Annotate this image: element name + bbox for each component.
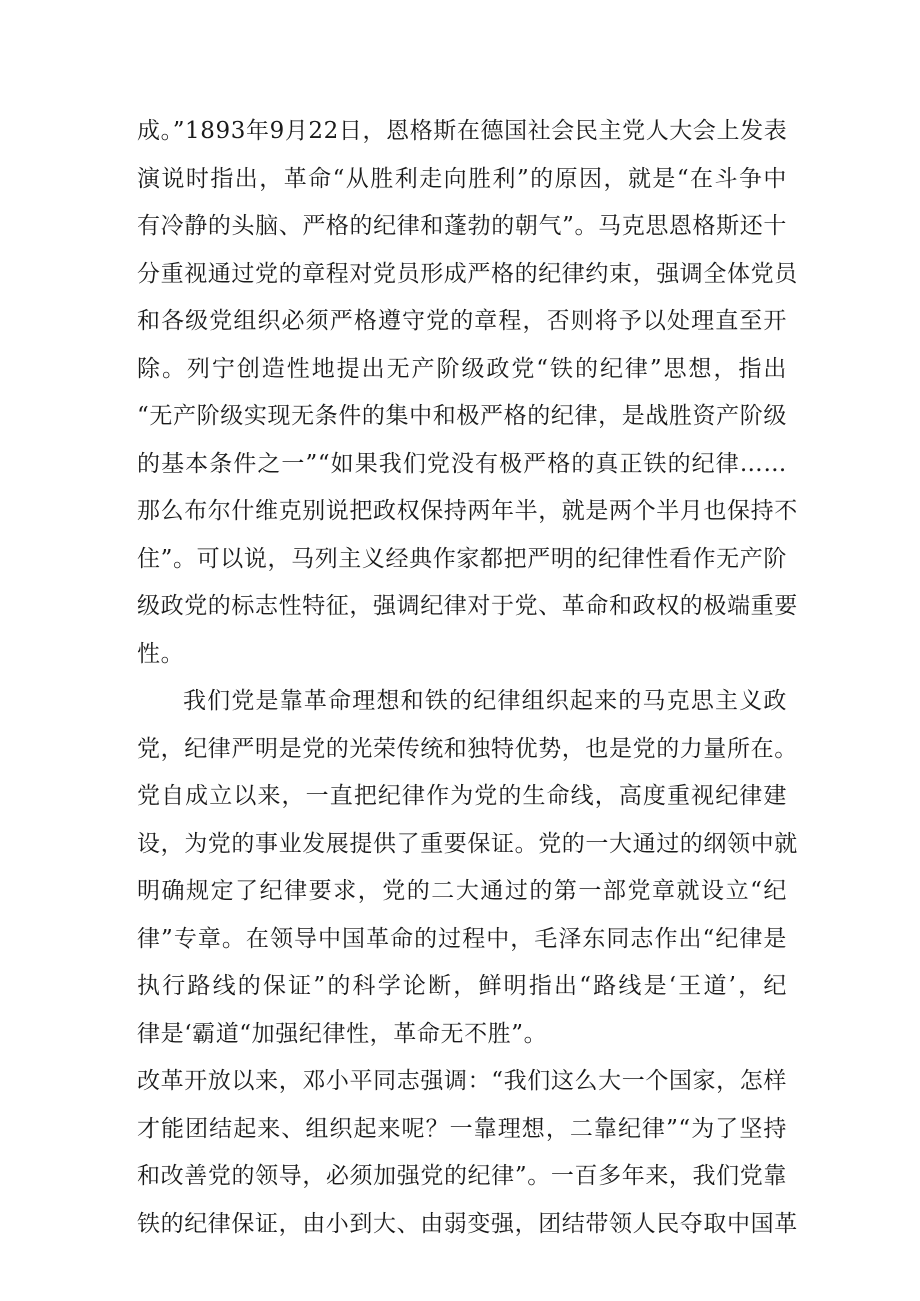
text-line: 执行路线的保证”的科学论断，鲜明指出“路线是‘王道’，纪 — [137, 973, 787, 999]
text-line: 那么布尔什维克别说把政权保持两年半，就是两个半月也保持不 — [137, 498, 798, 524]
text-line: 设，为党的事业发展提供了重要保证。党的一大通过的纲领中就 — [137, 830, 798, 857]
text-line: 演说时指出，革命“从胜利走向胜利”的原因，就是“在斗争中 — [137, 165, 787, 192]
body-text — [137, 108, 798, 1248]
text-line: 和改善党的领导，必须加强党的纪律”。一百多年来，我们党靠 — [137, 1163, 787, 1189]
text-line: 的基本条件之一”“如果我们党没有极严格的真正铁的纪律…… — [137, 450, 787, 477]
text-line: 铁的纪律保证，由小到大、由弱变强，团结带领人民夺取中国革 — [137, 1210, 798, 1237]
text-line: 明确规定了纪律要求，党的二大通过的第一部党章就设立“纪 — [137, 878, 787, 904]
text-line: 性。 — [137, 640, 185, 667]
text-line: 级政党的标志性特征，强调纪律对于党、革命和政权的极端重要 — [137, 593, 798, 619]
text-line: 分重视通过党的章程对党员形成严格的纪律约束，强调全体党员 — [137, 260, 798, 287]
text-line: 除。列宁创造性地提出无产阶级政党“铁的纪律”思想，指出 — [137, 355, 787, 382]
text-line: 和各级党组织必须严格遵守党的章程，否则将予以处理直至开 — [137, 308, 787, 334]
text-line: 党，纪律严明是党的光荣传统和独特优势，也是党的力量所在。 — [137, 735, 798, 762]
text-line: 改革开放以来，邓小平同志强调：“我们这么大一个国家，怎样 — [137, 1068, 787, 1094]
text-line: 才能团结起来、组织起来呢？一靠理想，二靠纪律”“为了坚持 — [137, 1115, 787, 1142]
text-line: “无产阶级实现无条件的集中和极严格的纪律，是战胜资产阶级 — [137, 403, 787, 429]
text-line: 律”专章。在领导中国革命的过程中，毛泽东同志作出“纪律是 — [137, 925, 787, 952]
text-line: 我们党是靠革命理想和铁的纪律组织起来的马克思主义政 — [183, 688, 787, 714]
text-line: 有冷静的头脑、严格的纪律和蓬勃的朝气”。马克思恩格斯还十 — [137, 213, 787, 239]
text-line: 党自成立以来，一直把纪律作为党的生命线，高度重视纪律建 — [137, 783, 787, 809]
text-line: 成。”1893年9月22日，恩格斯在德国社会民主党人大会上发表 — [137, 118, 788, 144]
text-line: 住”。可以说，马列主义经典作家都把严明的纪律性看作无产阶 — [137, 545, 787, 572]
text-line: 律是‘霸道“加强纪律性，革命无不胜”。 — [137, 1020, 548, 1047]
